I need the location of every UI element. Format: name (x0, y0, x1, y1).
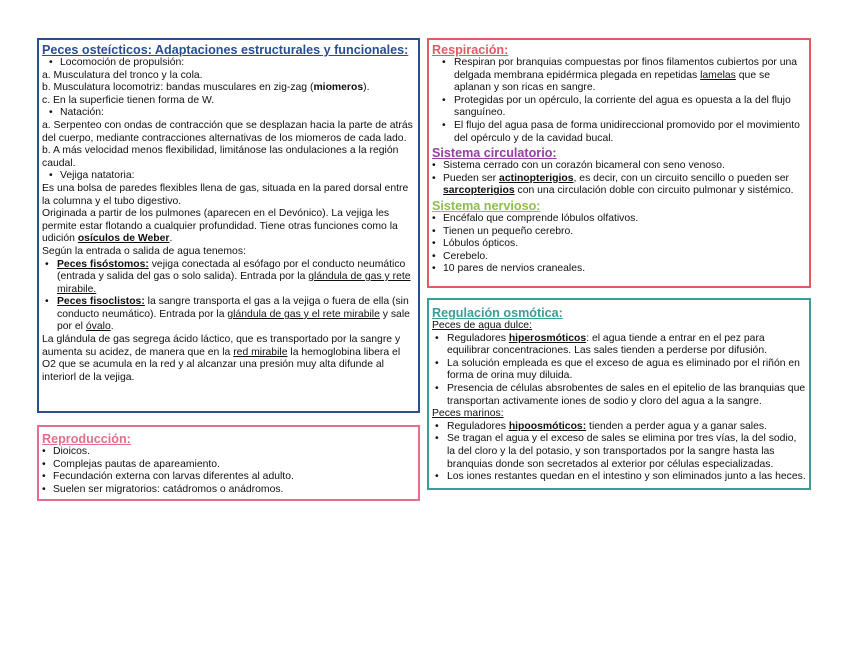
respiracion-title: Respiración: (432, 43, 509, 57)
nervioso-title: Sistema nervioso: (432, 198, 541, 213)
bullet-icon: • (42, 471, 46, 483)
bullet-icon: • (49, 57, 53, 68)
respiracion-item: • Protegidas por un opérculo, la corriente del agua es opuesta a la del flujo sanguíneo. (442, 94, 791, 119)
circulatorio-item: • Pueden ser actinopterigios, es decir, con un circuito sencillo o pueden ser sarcopterigios con una circulación doble con circuito pulmonar y sistémico. (432, 172, 794, 197)
osmotica-item: • Presencia de células absrobentes de sales en el epitelio de las branquias que transportan activamente iones de sodio y cloro del agua a la sangre. (435, 382, 806, 407)
bullet-icon: • (435, 332, 439, 344)
bullet-icon: • (432, 160, 436, 172)
peces-osteicticos-box (37, 38, 420, 413)
osmotica-title: Regulación osmótica: (432, 306, 563, 320)
osmotica-item: • Reguladores hipoosmóticos: tienden a perder agua y a ganar sales. (435, 420, 767, 432)
fisoclistos-item: • Peces fisoclistos: la sangre transporta el gas a la vejiga o fuera de ella (sin conducto neumático). Entrada por la glándula de gas y el rete mirabile y sale por el óvalo. (45, 296, 410, 333)
bullet-icon: • (49, 107, 53, 119)
bullet-icon: • (45, 258, 49, 270)
vejiga-heading: • Vejiga natatoria: (49, 170, 135, 182)
bullet-icon: • (432, 225, 436, 237)
musculatura-locomotriz: b. Musculatura locomotriz: bandas musculares en zig-zag (miomeros). (42, 82, 370, 94)
serpenteo-text: a. Serpenteo con ondas de contracción que se desplazan hacia la parte de atrás del cuerpo, mediante contracciones alternativas de los miomeros de cada lado. (42, 119, 413, 144)
bullet-icon: • (49, 170, 53, 182)
bullet-icon: • (432, 212, 436, 224)
bullet-icon: • (45, 296, 49, 308)
agua-dulce-heading: Peces de agua dulce: (432, 320, 532, 331)
list-item: • Dioicos. (42, 446, 90, 457)
bullet-icon: • (442, 119, 446, 131)
osmotica-item: • Se tragan el agua y el exceso de sales se elimina por tres vías, la del sodio, la del cloro y la del potasio, y son transportados por la sangre hasta las branquias donde son secretados al exterior por células especializadas. (435, 433, 797, 470)
respiracion-box (427, 38, 811, 288)
vejiga-origen: Originada a partir de los pulmones (aparecen en el Devónico). La vejiga les permite estar flotando a cualquier profundidad. Tiene otras funciones como la udición osículos de Weber. (42, 208, 398, 245)
respiracion-item: • El flujo del agua pasa de forma unidireccional promovido por el movimiento del opérculo y de la cavidad bucal. (442, 119, 800, 144)
fisostomos-item: • Peces fisóstomos: vejiga conectada al esófago por el conducto neumático (entrada y salida del gas o solo salida). Entrada por la glándula de gas y rete mirabile. (45, 258, 411, 295)
propulsion-heading: • Locomoción de propulsión: (49, 57, 185, 68)
bullet-icon: • (435, 433, 439, 445)
musculatura-tronco: a. Musculatura del tronco y la cola. (42, 69, 203, 81)
circulatorio-title: Sistema circulatorio: (432, 146, 557, 161)
bullet-icon: • (435, 471, 439, 483)
bullet-icon: • (42, 446, 46, 457)
peces-title: Peces osteícticos: Adaptaciones estructurales y funcionales: (42, 43, 409, 57)
nervioso-item: • Lóbulos ópticos. (432, 238, 519, 250)
bullet-icon: • (432, 172, 436, 184)
list-item: • Fecundación externa con larvas diferentes al adulto. (42, 471, 294, 483)
bullet-icon: • (42, 483, 46, 495)
osmotica-item: • La solución empleada es que el exceso de agua es eliminado por el riñón en forma de orina muy diluida. (435, 357, 800, 382)
reproduccion-box (37, 425, 420, 501)
osmotica-item: • Los iones restantes quedan en el intestino y son eliminados junto a las heces. (435, 471, 806, 483)
bullet-icon: • (442, 94, 446, 106)
bullet-icon: • (42, 458, 46, 470)
superficie-forma: c. En la superficie tienen forma de W. (42, 94, 215, 106)
bullet-icon: • (442, 57, 446, 68)
regulacion-osmotica-box (427, 298, 811, 490)
vejiga-description: Es una bolsa de paredes flexibles llena de gas, situada en la pared dorsal entre la columna y el tubo digestivo. (42, 182, 409, 207)
marinos-heading: Peces marinos: (432, 408, 504, 420)
list-item: • Suelen ser migratorios: catádromos o anádromos. (42, 483, 284, 495)
bullet-icon: • (435, 357, 439, 369)
respiracion-item: • Respiran por branquias compuestas por finos filamentos cubiertos por una delgada membrana epidérmica plegada en repetidas lamelas que se aplanan y son ricas en sangre. (442, 57, 798, 94)
nervioso-item: • Tienen un pequeño cerebro. (432, 225, 574, 237)
osmotica-item: • Reguladores hiperosmóticos: el agua tiende a entrar en el pez para equilibrar concentraciones. Las sales tienden a perderse por difusión. (435, 332, 767, 357)
glandula-text: La glándula de gas segrega ácido láctico, que es transportado por la sangre y aumenta su acidez, de manera que en la red mirabile la hemoglobina libera el O2 que se acumula en la red y al alcanzar una presión muy alta difunde al interiorl de la vejiga. (42, 334, 401, 383)
list-item: • Complejas pautas de apareamiento. (42, 458, 220, 470)
segun-entrada: Según la entrada o salida de agua tenemos: (42, 245, 246, 257)
bullet-icon: • (432, 263, 436, 275)
bullet-icon: • (435, 382, 439, 394)
nervioso-item: • 10 pares de nervios craneales. (432, 263, 586, 275)
velocidad-text: b. A más velocidad menos flexibilidad, limitánose las ondulaciones a la región caudal. (42, 145, 399, 169)
reproduccion-title: Reproducción: (42, 432, 131, 446)
bullet-icon: • (432, 238, 436, 250)
natacion-heading: • Natación: (49, 107, 104, 119)
nervioso-item: • Cerebelo. (432, 250, 489, 262)
nervioso-item: • Encéfalo que comprende lóbulos olfativos. (432, 212, 639, 224)
bullet-icon: • (432, 250, 436, 262)
bullet-icon: • (435, 420, 439, 432)
circulatorio-item: • Sistema cerrado con un corazón bicameral con seno venoso. (432, 160, 725, 172)
